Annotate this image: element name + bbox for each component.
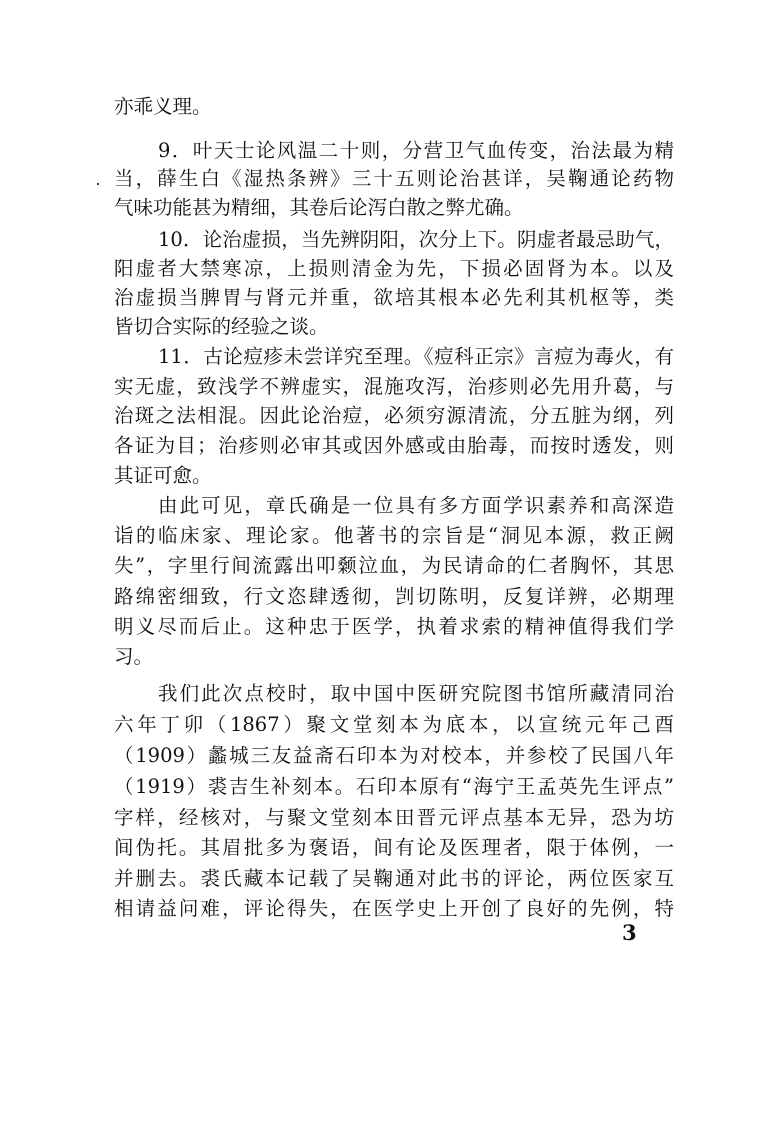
text-line-15: 诣的临床家、理论家。他著书的宗旨是“洞见本源，救正阙: [114, 524, 674, 547]
text-line-8: 皆切合实际的经验之谈。: [114, 315, 329, 338]
text-line-21: 六年丁卯（1867）聚文堂刻本为底本，以宣统元年己酉: [114, 713, 674, 736]
text-line-6: 阳虚者大禁寒凉，上损则清金为先，下损必固肾为本。以及: [114, 257, 674, 280]
text-line-4: 气味功能甚为精细，其卷后论泻白散之弊尤确。: [114, 196, 524, 219]
text-line-20: 我们此次点校时，取中国中医研究院图书馆所藏清同治: [158, 682, 674, 705]
text-line-9: 11．古论痘疹未尝详究至理。《痘科正宗》言痘为毒火，有: [158, 345, 674, 368]
text-line-19: 习。: [114, 645, 154, 668]
text-line-17: 路绵密细致，行文恣肆透彻，剀切陈明，反复详辨，必期理: [114, 585, 674, 608]
text-line-23: （1919）裘吉生补刻本。石印本原有“海宁王孟英先生评点”: [114, 775, 674, 798]
text-line-7: 治虚损当脾胃与肾元并重，欲培其根本必先利其机枢等，类: [114, 286, 674, 309]
text-line-11: 治斑之法相混。因此论治痘，必须穷源清流，分五脏为纲，列: [114, 404, 674, 427]
page-number: 3: [622, 920, 637, 945]
text-line-3: 当，薛生白《湿热条辨》三十五则论治甚详，吴鞠通论药物: [114, 167, 674, 190]
text-line-12: 各证为目；治疹则必审其或因外感或由胎毒，而按时透发，则: [114, 434, 674, 457]
text-line-25: 间伪托。其眉批多为褒语，间有论及医理者，限于体例，一: [114, 836, 674, 859]
text-line-14: 由此可见，章氏确是一位具有多方面学识素养和高深造: [158, 494, 674, 517]
text-line-22: （1909）蠡城三友益斋石印本为对校本，并参校了民国八年: [114, 744, 674, 767]
text-line-27: 相请益问难，评论得失，在医学史上开创了良好的先例，特: [114, 897, 674, 920]
text-line-5: 10．论治虚损，当先辨阴阳，次分上下。阴虚者最忌助气，: [158, 228, 674, 251]
text-line-24: 字样，经核对，与聚文堂刻本田晋元评点基本无异，恐为坊: [114, 806, 674, 829]
scan-speck: [97, 183, 99, 185]
text-line-10: 实无虚，致浅学不辨虚实，混施攻泻，治疹则必先用升葛，与: [114, 375, 674, 398]
text-line-18: 明义尽而后止。这种忠于医学，执着求索的精神值得我们学: [114, 615, 674, 638]
text-line-2: 9．叶天士论风温二十则，分营卫气血传变，治法最为精: [158, 139, 674, 162]
text-line-13: 其证可愈。: [114, 464, 212, 487]
text-line-16: 失”，字里行间流露出叩颡泣血，为民请命的仁者胸怀，其思: [114, 554, 674, 577]
text-line-1: 亦乖义理。: [114, 95, 212, 118]
text-line-26: 并删去。裘氏藏本记载了吴鞠通对此书的评论，两位医家互: [114, 867, 674, 890]
